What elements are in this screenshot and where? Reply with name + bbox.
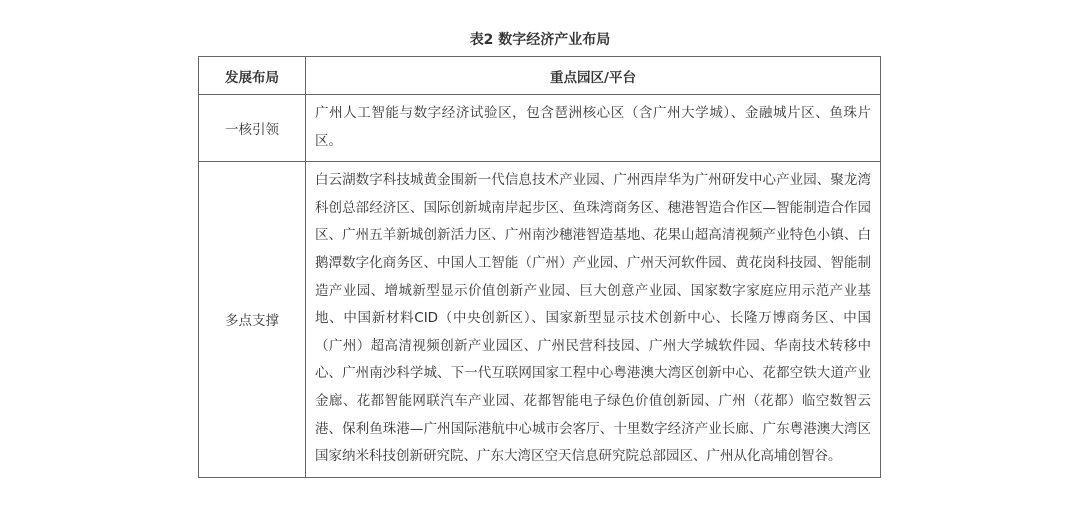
row-layout-label: 多点支撑	[199, 162, 306, 478]
row-parks-text: 广州人工智能与数字经济试验区，包含琶洲核心区（含广州大学城）、金融城片区、鱼珠片区。	[306, 95, 881, 162]
industry-layout-table	[198, 56, 881, 478]
header-layout: 发展布局	[199, 57, 306, 95]
row-parks-text: 白云湖数字科技城黄金围新一代信息技术产业园、广州西岸华为广州研发中心产业园、聚龙湾科创总部经济区、国际创新城南岸起步区、鱼珠湾商务区、穗港智造合作区—智能制造合作园区、广州五羊新城创新活力区、广州南沙穗港智造基地、花果山超高清视频产业特色小镇、白鹅潭数字化商务区、中国人工智能（广州）产业园、广州天河软件园、黄花岗科技园、智能制造产业园、增城新型显示价值创新产业园、巨大创意产业园、国家数字家庭应用示范产业基地、中国新材料CID（中央创新区）、国家新型显示技术创新中心、长隆万博商务区、中国（广州）超高清视频创新产业园区、广州民营科技园、广州大学城软件园、华南技术转移中心、广州南沙科学城、下一代互联网国家工程中心粤港澳大湾区创新中心、花都空铁大道产业金廊、花都智能网联汽车产业园、花都智能电子绿色价值创新园、广州（花都）临空数智云港、保利鱼珠港—广州国际港航中心城市会客厅、十里数字经济产业长廊、广东粤港澳大湾区国家纳米科技创新研究院、广东大湾区空天信息研究院总部园区、广州从化高埔创智谷。	[306, 162, 881, 478]
table-row	[199, 162, 881, 478]
table-header-row	[199, 57, 881, 95]
table-row	[199, 95, 881, 162]
header-parks: 重点园区/平台	[306, 57, 881, 95]
row-layout-label: 一核引领	[199, 95, 306, 162]
table-caption: 表2 数字经济产业布局	[469, 32, 611, 48]
